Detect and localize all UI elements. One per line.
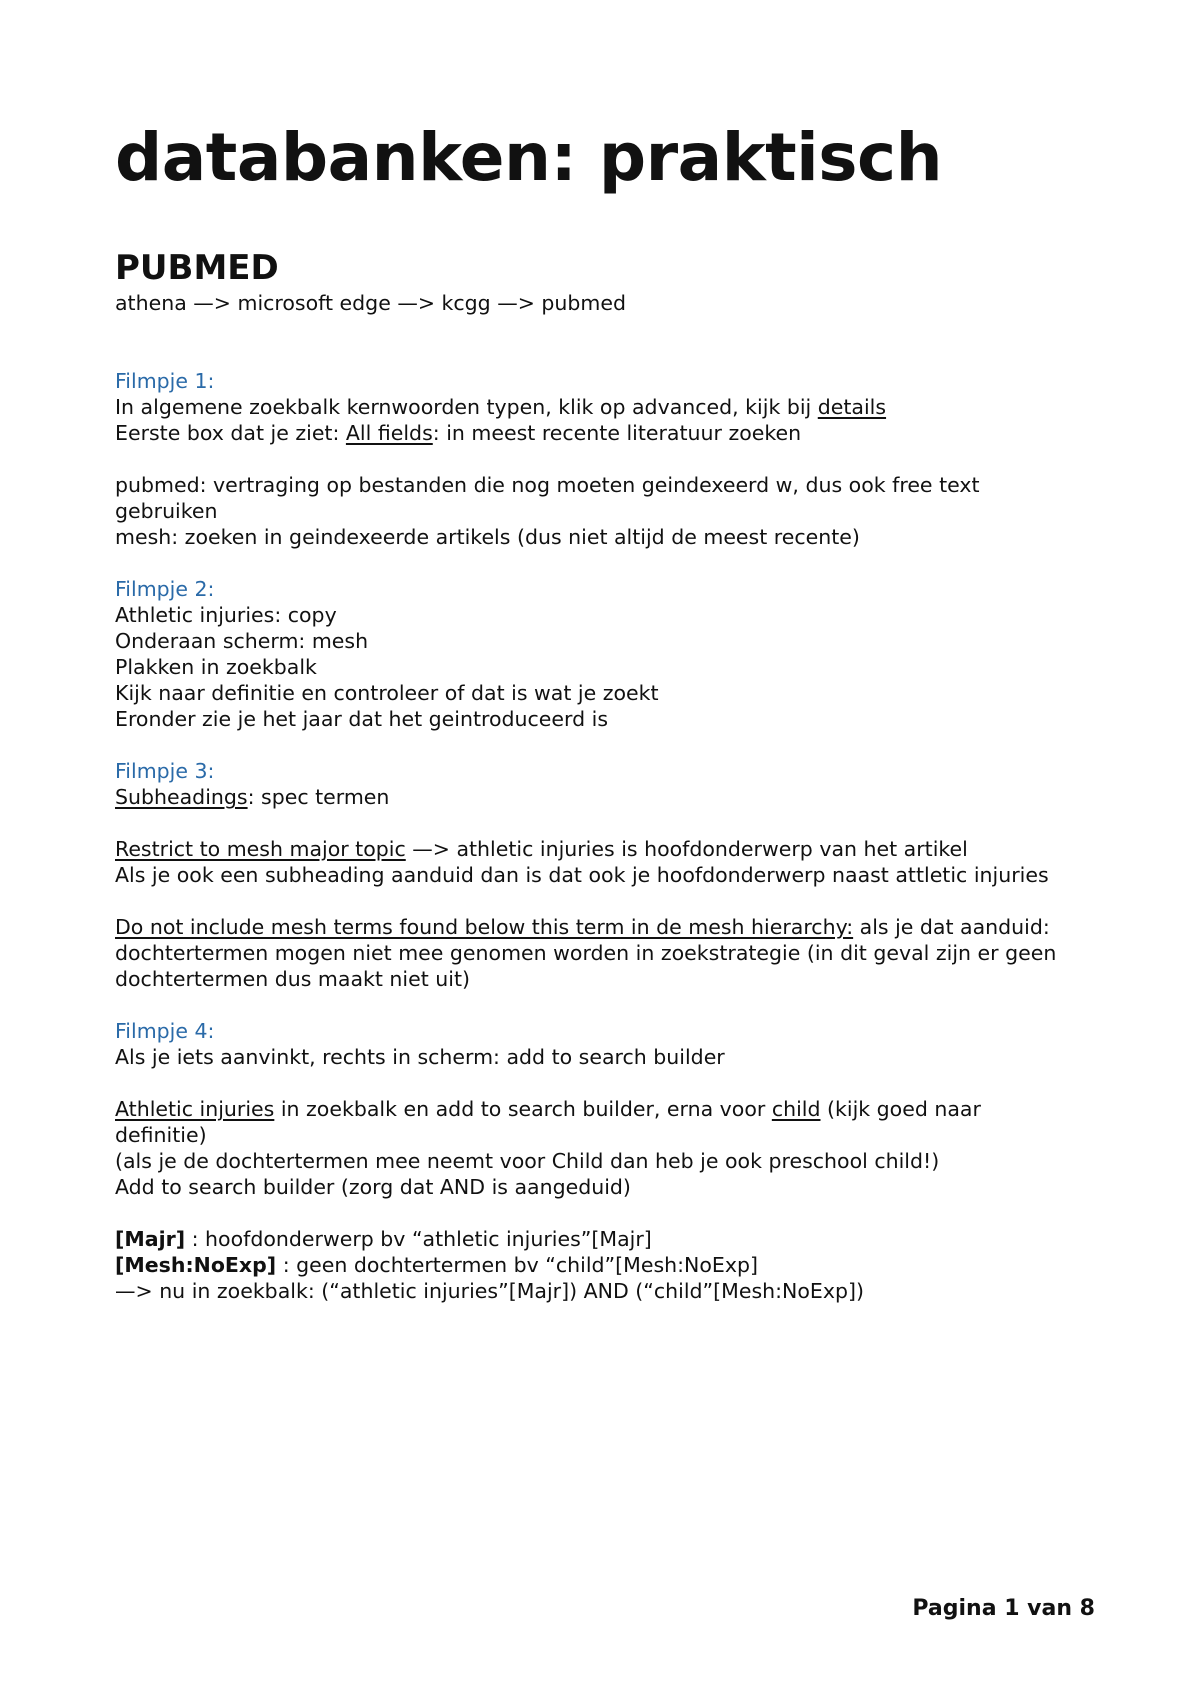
- filmpje-4-athletic-injuries-paragraph: [115, 1096, 1075, 1148]
- text-segment: : geen dochtertermen bv “child”[Mesh:NoExp]: [276, 1253, 758, 1277]
- filmpje-1-line-2: [115, 420, 1075, 446]
- filmpje-2-line: Athletic injuries: copy: [115, 603, 337, 627]
- spacer: [115, 732, 1075, 758]
- spacer: [115, 1200, 1075, 1226]
- filmpje-4-heading: Filmpje 4:: [115, 1019, 215, 1043]
- filmpje-1-paragraph-pubmed: pubmed: vertraging op bestanden die nog moeten geindexeerd w, dus ook free text gebruiken: [115, 473, 980, 523]
- spacer: [115, 316, 1075, 368]
- spacer: [115, 446, 1075, 472]
- filmpje-4-line-1: Als je iets aanvinkt, rechts in scherm: add to search builder: [115, 1045, 725, 1069]
- underlined-term-child: child: [771, 1097, 821, 1121]
- filmpje-2-heading: Filmpje 2:: [115, 577, 215, 601]
- filmpje-2-line: Kijk naar definitie en controleer of dat is wat je zoekt: [115, 681, 659, 705]
- underlined-term-details: details: [817, 395, 887, 419]
- section-heading-pubmed: PUBMED: [115, 248, 279, 288]
- filmpje-1-line-1: [115, 394, 1075, 420]
- final-query-line: —> nu in zoekbalk: (“athletic injuries”[Majr]) AND (“child”[Mesh:NoExp]): [115, 1279, 865, 1303]
- filmpje-3-heading: Filmpje 3:: [115, 759, 215, 783]
- spacer: [115, 1070, 1075, 1096]
- filmpje-4-line-4: Add to search builder (zorg dat AND is aangeduid): [115, 1175, 631, 1199]
- filmpje-1-heading: Filmpje 1:: [115, 369, 215, 393]
- filmpje-3-subheadings-line: [115, 784, 1075, 810]
- filmpje-2-line: Onderaan scherm: mesh: [115, 629, 369, 653]
- spacer: [115, 810, 1075, 836]
- spacer: [115, 550, 1075, 576]
- text-segment: In algemene zoekbalk kernwoorden typen, klik op advanced, kijk bij: [115, 395, 818, 419]
- filmpje-3-restrict-paragraph: Als je ook een subheading aanduid dan is dat ook je hoofdonderwerp naast attletic injuries: [115, 863, 1049, 887]
- page-number-footer: Pagina 1 van 8: [912, 1596, 1095, 1621]
- filmpje-1-paragraph-mesh: mesh: zoeken in geindexeerde artikels (dus niet altijd de meest recente): [115, 525, 860, 549]
- underlined-term-restrict-major-topic: Restrict to mesh major topic: [115, 837, 406, 861]
- spacer: [115, 888, 1075, 914]
- mesh-noexp-line: [115, 1252, 1075, 1278]
- underlined-term-athletic-injuries: Athletic injuries: [115, 1097, 275, 1121]
- path-line: athena —> microsoft edge —> kcgg —> pubmed: [115, 291, 627, 315]
- bold-tag-majr: [Majr]: [115, 1227, 186, 1251]
- spacer: [115, 992, 1075, 1018]
- filmpje-2-line: Eronder zie je het jaar dat het geintroduceerd is: [115, 707, 609, 731]
- text-segment: (kijk goed naar definitie): [115, 1097, 981, 1147]
- underlined-term-all-fields: All fields: [345, 421, 433, 445]
- document-title: databanken: praktisch: [115, 119, 943, 196]
- filmpje-3-do-not-include-paragraph: [115, 914, 1075, 992]
- text-segment: als je dat aanduid: dochtertermen mogen niet mee genomen worden in zoekstrategie (in dit geval zijn er geen dochtertermen dus maakt niet uit): [115, 915, 1057, 991]
- filmpje-2-line: Plakken in zoekbalk: [115, 655, 317, 679]
- text-segment: Eerste box dat je ziet:: [115, 421, 346, 445]
- text-segment: in zoekbalk en add to search builder, erna voor: [274, 1097, 772, 1121]
- bold-tag-mesh-noexp: [Mesh:NoExp]: [115, 1253, 277, 1277]
- filmpje-4-line-3: (als je de dochtertermen mee neemt voor Child dan heb je ook preschool child!): [115, 1149, 940, 1173]
- text-segment: —> athletic injuries is hoofdonderwerp van het artikel: [405, 837, 968, 861]
- text-segment: : in meest recente literatuur zoeken: [432, 421, 802, 445]
- underlined-term-subheadings: Subheadings: [115, 785, 248, 809]
- text-segment: : spec termen: [247, 785, 390, 809]
- document-content: [115, 112, 1075, 1304]
- majr-line: [115, 1226, 1075, 1252]
- text-segment: : hoofdonderwerp bv “athletic injuries”[Majr]: [185, 1227, 652, 1251]
- filmpje-3-restrict-line: [115, 836, 1075, 862]
- underlined-term-do-not-include: Do not include mesh terms found below this term in de mesh hierarchy:: [115, 915, 854, 939]
